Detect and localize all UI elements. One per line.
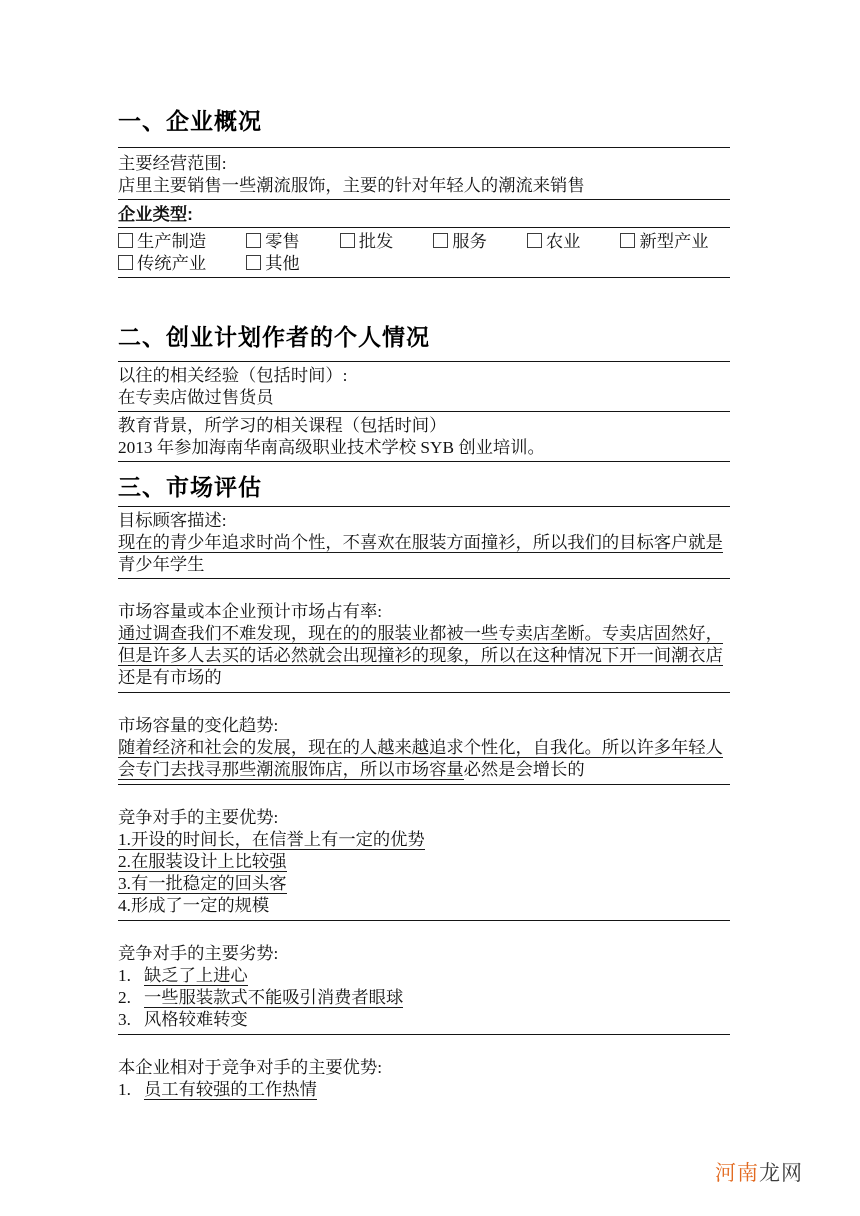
checkbox-option-new-industry [620, 231, 708, 253]
competitor-weakness-item [118, 987, 730, 1009]
watermark-suffix: 龙网 [759, 1162, 803, 1185]
market-trend-answer-line2-underlined: 会专门去找寻那些潮流服饰店，所以市场容量 [118, 760, 464, 779]
section1-heading: 一、企业概况 [118, 108, 262, 134]
market-trend-answer-line2-plain: 必然是会增长的 [463, 760, 585, 779]
checkbox-label: 传统产业 [137, 254, 207, 273]
checkbox-icon [118, 233, 133, 248]
market-trend-answer-line1: 随着经济和社会的发展，现在的人越来越追求个性化，自我化。所以许多年轻人 [118, 738, 723, 757]
checkbox-option-agriculture [527, 231, 581, 253]
document-page [118, 0, 730, 1104]
checkbox-label: 服务 [452, 232, 487, 251]
list-text: 员工有较强的工作热情 [144, 1080, 317, 1099]
competitor-strength-item: 3.有一批稳定的回头客 [118, 874, 287, 893]
list-number: 2. [118, 988, 131, 1007]
business-type-row [118, 200, 730, 228]
checkbox-label: 零售 [265, 232, 300, 251]
list-number: 3. [118, 1010, 131, 1029]
section3-table [118, 506, 730, 1104]
market-capacity-answer-line2: 但是许多人去买的话必然就会出现撞衫的现象，所以在这种情况下开一间潮衣店 [118, 646, 723, 665]
checkbox-label: 其他 [265, 254, 300, 273]
checkbox-option-traditional-industry [118, 253, 206, 275]
list-text: 风格较难转变 [144, 1010, 248, 1029]
checkbox-option-manufacturing [118, 231, 206, 253]
checkbox-label: 生产制造 [137, 232, 207, 251]
competitor-weakness-item [118, 1009, 730, 1031]
checkbox-icon [246, 255, 261, 270]
market-capacity-row [118, 579, 730, 693]
experience-row [118, 362, 730, 412]
business-scope-answer: 店里主要销售一些潮流服饰，主要的针对年轻人的潮流来销售 [118, 176, 585, 195]
checkbox-icon [118, 255, 133, 270]
checkbox-option-other [246, 253, 300, 275]
section1-table [118, 147, 730, 278]
market-trend-label: 市场容量的变化趋势: [118, 716, 279, 735]
experience-label: 以往的相关经验（包括时间）: [118, 366, 348, 385]
checkbox-icon [620, 233, 635, 248]
target-customer-answer-line1: 现在的青少年追求时尚个性，不喜欢在服装方面撞衫，所以我们的目标客户就是 [118, 533, 723, 552]
checkbox-row-2 [118, 253, 730, 275]
checkbox-label: 批发 [358, 232, 394, 251]
checkbox-option-wholesale [340, 231, 394, 253]
section3-heading: 三、市场评估 [118, 474, 262, 500]
checkbox-row-1 [118, 231, 730, 253]
checkbox-icon [433, 233, 448, 248]
our-strengths-label: 本企业相对于竞争对手的主要优势: [118, 1058, 383, 1077]
education-answer: 2013 年参加海南华南高级职业技术学校 SYB 创业培训。 [118, 438, 545, 457]
checkbox-label: 新型产业 [639, 232, 709, 251]
list-number: 1. [118, 1080, 131, 1099]
watermark-prefix: 河南 [715, 1162, 759, 1185]
checkbox-icon [527, 233, 542, 248]
business-scope-row [118, 148, 730, 200]
competitor-strength-item: 1.开设的时间长，在信誉上有一定的优势 [118, 830, 425, 849]
competitor-weakness-item [118, 965, 730, 987]
list-text: 一些服装款式不能吸引消费者眼球 [144, 988, 404, 1007]
our-strength-item [118, 1079, 730, 1101]
section2-heading: 二、创业计划作者的个人情况 [118, 324, 430, 350]
education-row [118, 412, 730, 462]
market-capacity-label: 市场容量或本企业预计市场占有率: [118, 602, 383, 621]
market-capacity-answer-line3: 还是有市场的 [118, 668, 222, 687]
competitor-strength-item: 2.在服装设计上比较强 [118, 852, 287, 871]
checkbox-icon [246, 233, 261, 248]
our-strengths-row [118, 1035, 730, 1104]
checkbox-option-retail [246, 231, 300, 253]
checkbox-option-service [433, 231, 487, 253]
watermark [715, 1161, 803, 1187]
list-text: 缺乏了上进心 [144, 966, 248, 985]
checkbox-icon [340, 233, 355, 248]
business-type-options-row [118, 228, 730, 278]
market-trend-row [118, 693, 730, 785]
competitor-strengths-label: 竞争对手的主要优势: [118, 808, 279, 827]
market-capacity-answer-line1: 通过调查我们不难发现，现在的的服装业都被一些专卖店垄断。专卖店固然好， [118, 624, 723, 643]
list-number: 1. [118, 966, 131, 985]
business-scope-label: 主要经营范围: [118, 154, 227, 173]
target-customer-label: 目标顾客描述: [118, 511, 227, 530]
competitor-strength-item: 4.形成了一定的规模 [118, 896, 270, 915]
business-type-label: 企业类型: [118, 204, 193, 224]
education-label: 教育背景，所学习的相关课程（包括时间） [118, 416, 447, 435]
competitor-weaknesses-row [118, 921, 730, 1035]
target-customer-row [118, 507, 730, 579]
target-customer-answer-line2: 青少年学生 [118, 555, 205, 574]
competitor-weaknesses-label: 竞争对手的主要劣势: [118, 944, 279, 963]
section2-table [118, 361, 730, 462]
competitor-strengths-row [118, 785, 730, 921]
experience-answer: 在专卖店做过售货员 [118, 388, 274, 407]
checkbox-label: 农业 [545, 232, 581, 251]
